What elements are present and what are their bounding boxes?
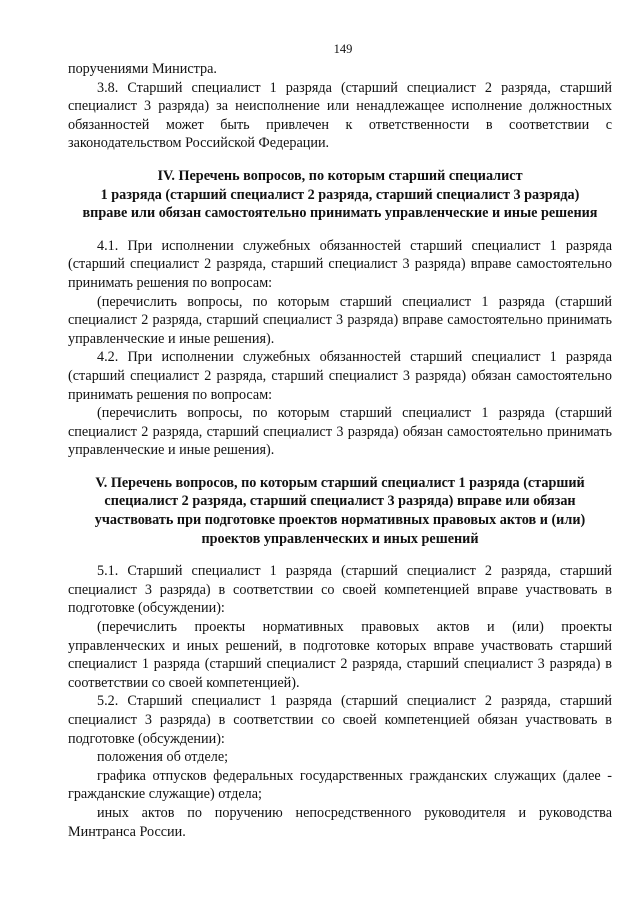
heading-line: проектов управленческих и иных решений: [201, 530, 479, 547]
heading-line: вправе или обязан самостоятельно принимать управленческие и иные решения: [82, 205, 598, 222]
page-number: 149: [333, 42, 353, 56]
heading-line: V. Перечень вопросов, по которым старший специалист 1 разряда (старший: [95, 474, 585, 491]
document-body: [68, 60, 612, 841]
heading-line: специалист 2 разряда, старший специалист 3 разряда) вправе или обязан: [104, 493, 576, 510]
spacer: [68, 548, 612, 562]
document-page: [68, 38, 612, 841]
section-heading: [68, 474, 612, 548]
paragraph: 3.8. Старший специалист 1 разряда (старший специалист 2 разряда, старший специалист 3 разряда) за неисполнение или ненадлежащее исполнение должностных обязанностей может быть привлечен к ответственности в соответствии с законодательством Российской Федерации.: [68, 79, 612, 152]
paragraph: (перечислить вопросы, по которым старший специалист 1 разряда (старший специалист 2 разряда, старший специалист 3 разряда) обязан самостоятельно принимать управленческие и иные решения).: [68, 405, 612, 459]
spacer: [68, 460, 612, 474]
paragraph: 4.2. При исполнении служебных обязанностей старший специалист 1 разряда (старший специалист 2 разряда, старший специалист 3 разряда) обязан самостоятельно принимать решения по вопросам:: [68, 349, 612, 403]
paragraph: 4.1. При исполнении служебных обязанностей старший специалист 1 разряда (старший специалист 2 разряда, старший специалист 3 разряда) вправе самостоятельно принимать решения по вопросам:: [68, 237, 612, 291]
paragraph: 5.2. Старший специалист 1 разряда (старший специалист 2 разряда, старший специалист 3 разряда) в соответствии со своей компетенцией обязан участвовать в подготовке (обсуждении):: [68, 693, 612, 747]
paragraph: 5.1. Старший специалист 1 разряда (старший специалист 2 разряда, старший специалист 3 разряда) в соответствии со своей компетенцией вправе участвовать в подготовке (обсуждении):: [68, 563, 612, 617]
heading-line: 1 разряда (старший специалист 2 разряда, старший специалист 3 разряда): [100, 186, 580, 203]
spacer: [68, 223, 612, 237]
heading-line: участвовать при подготовке проектов нормативных правовых актов и (или): [94, 512, 586, 529]
section-heading: [68, 167, 612, 223]
paragraph: графика отпусков федеральных государственных гражданских служащих (далее - гражданские служащие) отдела;: [68, 767, 612, 803]
spacer: [68, 153, 612, 167]
paragraph: положения об отделе;: [97, 749, 229, 766]
heading-line: IV. Перечень вопросов, по которым старший специалист: [157, 167, 523, 184]
paragraph: иных актов по поручению непосредственного руководителя и руководства Минтранса России.: [68, 804, 612, 840]
paragraph: поручениями Министра.: [68, 61, 217, 77]
paragraph: (перечислить вопросы, по которым старший специалист 1 разряда (старший специалист 2 разряда, старший специалист 3 разряда) вправе самостоятельно принимать управленческие и иные решения).: [68, 293, 612, 347]
paragraph: (перечислить проекты нормативных правовых актов и (или) проекты управленческих и иных решений, в подготовке которых вправе участвовать старший специалист 1 разряда (старший специалист 2 разряда, старший специалист 3 разряда) в соответствии со своей компетенцией).: [68, 619, 612, 691]
